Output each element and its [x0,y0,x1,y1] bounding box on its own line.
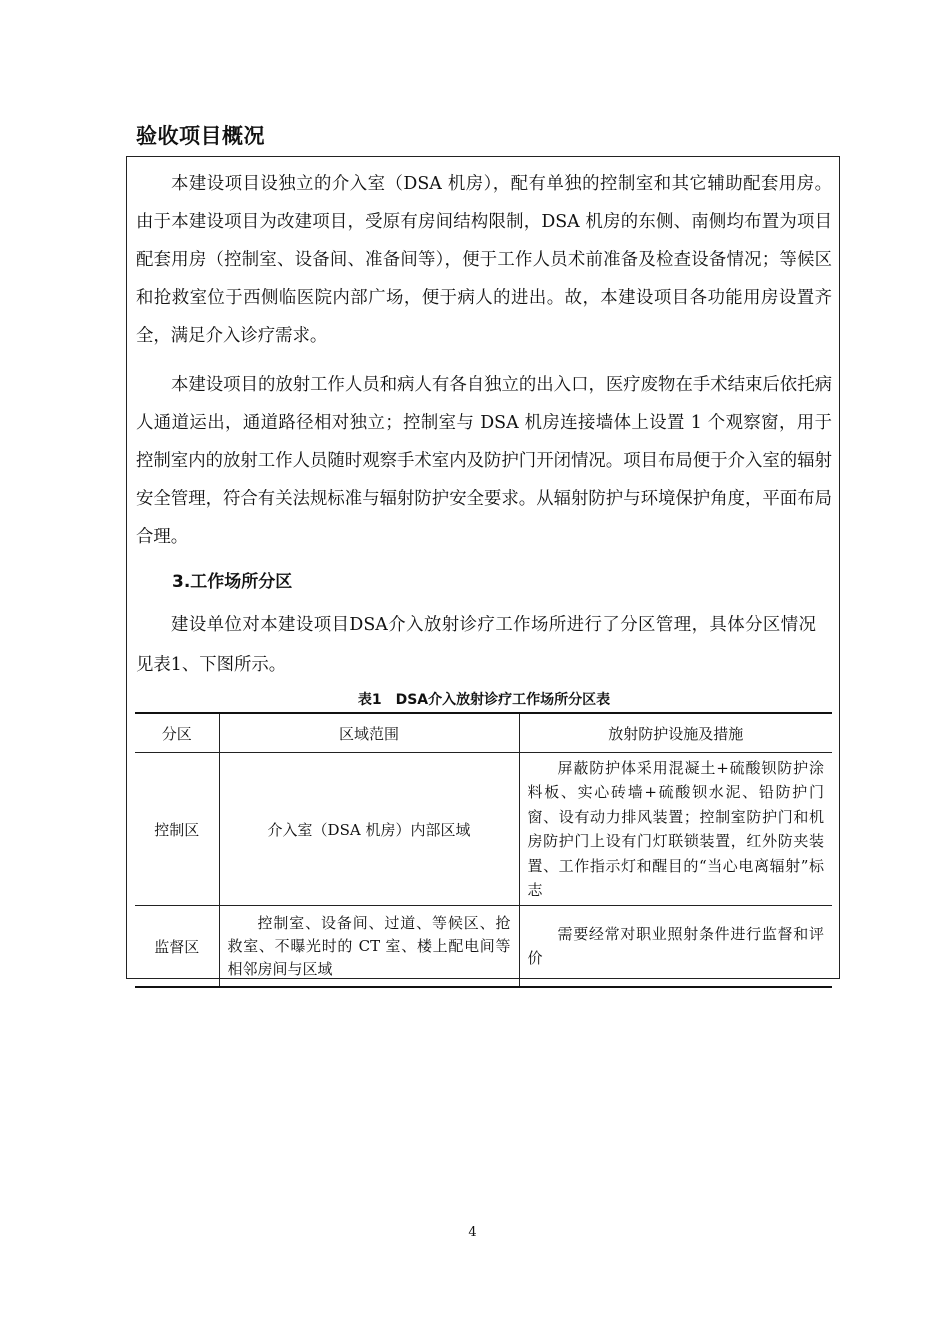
table-row [135,906,832,988]
measures-cell: 需要经常对职业照射条件进行监督和评价 [519,906,832,988]
zone-cell: 监督区 [135,906,219,988]
paragraph-access-layout: 本建设项目的放射工作人员和病人有各自独立的出入口，医疗废物在手术结束后依托病人通道运出，通道路径相对独立；控制室与 DSA 机房连接墙体上设置 1 个观察窗，用于控制室内的放射工作人员随时观察手术室内及防护门开闭情况。项目布局便于介入室的辐射安全管理，符合有关法规标准与辐射防护安全要求。从辐射防护与环境保护角度，平面布局合理。 [136,375,832,547]
zone-cell: 控制区 [135,753,219,906]
section-heading: 验收项目概况 [136,124,265,148]
table-header-row [135,713,832,753]
paragraph-zoning-intro: 建设单位对本建设项目DSA介入放射诊疗工作场所进行了分区管理，具体分区情况见表1、下图所示。 [136,615,816,675]
range-cell: 介入室（DSA 机房）内部区域 [219,753,519,906]
table-row [135,753,832,906]
page-number: 4 [468,1225,477,1240]
paragraph-layout: 本建设项目设独立的介入室（DSA 机房），配有单独的控制室和其它辅助配套用房。由于本建设项目为改建项目，受原有房间结构限制，DSA 机房的东侧、南侧均布置为项目配套用房（控制室、设备间、准备间等），便于工作人员术前准备及检查设备情况；等候区和抢救室位于西侧临医院内部广场，便于病人的进出。故，本建设项目各功能用房设置齐全，满足介入诊疗需求。 [136,174,832,346]
zoning-table [135,712,832,988]
header-range: 区域范围 [219,713,519,753]
header-measures: 放射防护设施及措施 [519,713,832,753]
measures-cell: 屏蔽防护体采用混凝土+硫酸钡防护涂料板、实心砖墙+硫酸钡水泥、铅防护门窗、设有动力排风装置；控制室防护门和机房防护门上设有门灯联锁装置，红外防夹装置、工作指示灯和醒目的“当心电离辐射”标志 [519,753,832,906]
range-cell: 控制室、设备间、过道、等候区、抢救室、不曝光时的 CT 室、楼上配电间等相邻房间与区域 [219,906,519,988]
subsection-title: 3.工作场所分区 [172,572,293,592]
header-zone: 分区 [135,713,219,753]
table-caption: 表1 DSA介入放射诊疗工作场所分区表 [357,692,611,708]
